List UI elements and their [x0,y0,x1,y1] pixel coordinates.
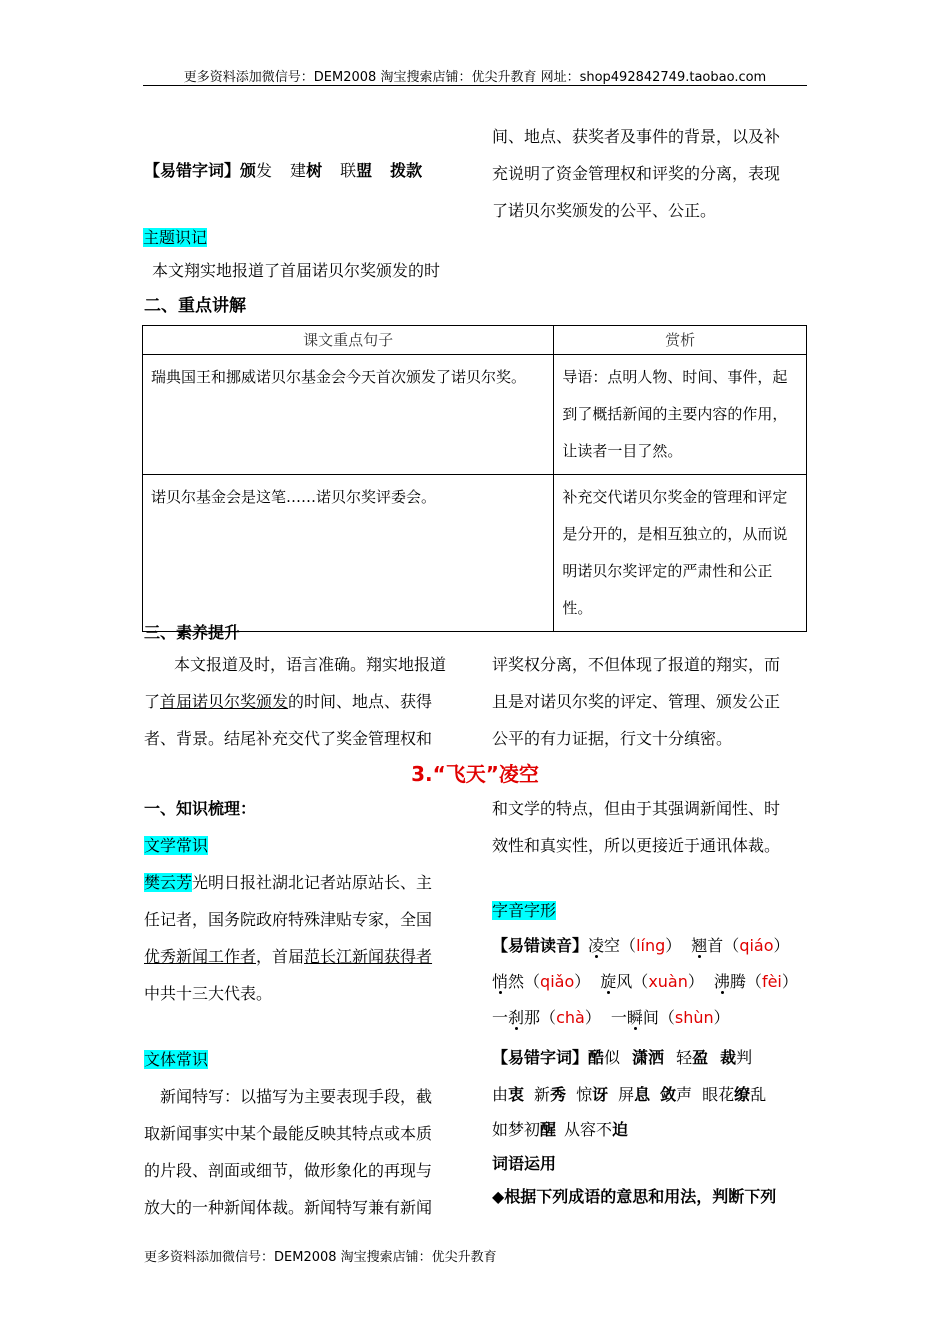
lit-label: 文学常识 [144,836,209,855]
words-line-1 [492,1038,812,1077]
pinyin: shùn [674,1008,714,1027]
text-line: 者、背景。结尾补充交代了奖金管理权和 [144,729,433,748]
text-line: 评奖权分离，不但体现了报道的翔实，而 [492,655,781,674]
pinyin: fèi [761,972,782,991]
text-line: 本文报道及时，语言准确。翔实地报道 [174,655,447,674]
word-item: 眼花缭乱 [702,1085,767,1104]
author-name: 樊云芳 [144,873,193,892]
text-line: 公平的有力证据，行文十分缜密。 [492,729,733,748]
reading-item: 沸腾（fèi） [713,972,798,991]
analysis-cell: 导语：点明人物、时间、事件，起到了概括新闻的主要内容的作用，让读者一目了然。 [554,355,807,475]
reading-item: 凌空（líng） [588,936,682,955]
text-span: 了 [144,692,161,711]
section2-title: 二、重点讲解 [144,296,246,316]
word-item: 如梦初醒 [492,1120,557,1139]
table-row [143,475,807,632]
readings-line-3 [492,1000,812,1036]
reading-item: 旋风（xuàn） [600,972,704,991]
lesson3-right-column [492,790,812,1213]
sentence-cell: 诺贝尔基金会是这笔……诺贝尔奖评委会。 [143,475,554,632]
text-line: 的片段、剖面或细节，做形象化的再现与 [144,1161,433,1180]
underlined-phrase: 首届诺贝尔奖颁发 [160,692,289,711]
words-line-3 [492,1112,812,1147]
word-item: 屏息 [618,1085,651,1104]
reading-item: 一刹那（chà） [492,1008,601,1027]
col-header-analysis: 赏析 [554,326,807,355]
reading-item: 一瞬间（shùn） [610,1008,730,1027]
analysis-cell: 补充交代诺贝尔奖金的管理和评定是分开的，是相互独立的，从而说明诺贝尔奖评定的严肃性和公正性。 [554,475,807,632]
word-item: 潇洒 [632,1048,665,1067]
word-item: 新秀 [534,1085,567,1104]
word-item: 轻盈 [676,1048,709,1067]
word-item: 建树 [290,161,323,180]
knowledge-title: 一、知识梳理： [144,799,257,818]
pinyin: chà [556,1008,585,1027]
text-span: ，首届 [256,947,305,966]
text-line: 放大的一种新闻体裁。新闻特写兼有新闻 [144,1198,433,1217]
text-line: 新闻特写：以描写为主要表现手段，截 [160,1087,433,1106]
usage-label: 词语运用 [492,1154,557,1173]
pinyin: xuàn [648,972,688,991]
page-footer: 更多资料添加微信号：DEM2008 淘宝搜索店铺：优尖升教育 [144,1250,497,1265]
text-line: 和文学的特点，但由于其强调新闻性、时 [492,799,781,818]
award-2: 范长江新闻获得者 [304,947,433,966]
page-header: 更多资料添加微信号：DEM2008 淘宝搜索店铺：优尖升教育 网址：shop492842749.taobao.com [183,70,767,85]
text-line: 充说明了资金管理权和评奖的分离，表现 [492,164,781,183]
pinyin: líng [636,936,666,955]
word-item: 拨款 [390,161,423,180]
word-item: 裁判 [720,1048,753,1067]
text-line: 间、地点、获奖者及事件的背景，以及补 [492,127,781,146]
genre-label: 文体常识 [144,1050,209,1069]
section3-right [492,646,780,757]
text-line [144,864,464,901]
easy-wrong-words [240,161,440,180]
word-item: 惊讶 [576,1085,609,1104]
usage-task: ◆根据下列成语的意思和用法，判断下列 [492,1187,777,1206]
text-line: 任记者，国务院政府特殊津贴专家，全国 [144,910,433,929]
reading-item: 悄然（qiǎo） [492,972,591,991]
theme-text: 本文翔实地报道了首届诺贝尔奖颁发的时 [152,261,441,280]
easy-wrong-words-line [144,152,440,189]
word-item: 颁发 [240,161,273,180]
lesson3-left-column [144,790,464,1226]
text-line: 效性和真实性，所以更接近于通讯体裁。 [492,836,781,855]
text-span: 光明日报社湖北记者站原站长、主 [192,873,433,892]
lesson3-title: 3.“飞天”凌空 [411,762,539,786]
award-1: 优秀新闻工作者 [144,947,257,966]
table-header-row [143,326,807,355]
col-header-sentence: 课文重点句子 [143,326,554,355]
text-line: 中共十三大代表。 [144,984,273,1003]
word-item: 从容不迫 [564,1120,629,1139]
word-item: 联盟 [340,161,373,180]
key-sentence-table [142,325,807,632]
text-line: 且是对诺贝尔奖的评定、管理、颁发公正 [492,692,781,711]
reading-label: 【易错读音】 [492,936,589,955]
word-item: 酷似 [588,1048,621,1067]
readings-line-1 [492,928,812,964]
theme-label [143,219,207,256]
theme-label-text: 主题识记 [143,228,208,247]
words-label: 【易错字词】 [492,1048,589,1067]
char-label: 字音字形 [492,901,557,920]
table-row [143,355,807,475]
word-item: 敛声 [660,1085,693,1104]
readings-line-2 [492,964,812,1000]
section3-title: 三、素养提升 [144,623,241,642]
text-line [144,938,464,975]
text-line: 取新闻事实中某个最能反映其特点或本质 [144,1124,433,1143]
words-line-2 [492,1077,812,1112]
easy-wrong-label: 【易错字词】 [144,161,241,180]
reading-item: 翘首（qiáo） [691,936,790,955]
text-span: 的时间、地点、获得 [288,692,433,711]
word-item: 由衷 [492,1085,525,1104]
sentence-cell: 瑞典国王和挪威诺贝尔基金会今天首次颁发了诺贝尔奖。 [143,355,554,475]
header-divider [143,85,807,86]
pinyin: qiǎo [540,972,575,991]
section3-left [144,646,464,757]
pinyin: qiáo [739,936,774,955]
text-line [144,683,464,720]
text-line: 了诺贝尔奖颁发的公平、公正。 [492,201,717,220]
top-right-column [492,118,780,229]
